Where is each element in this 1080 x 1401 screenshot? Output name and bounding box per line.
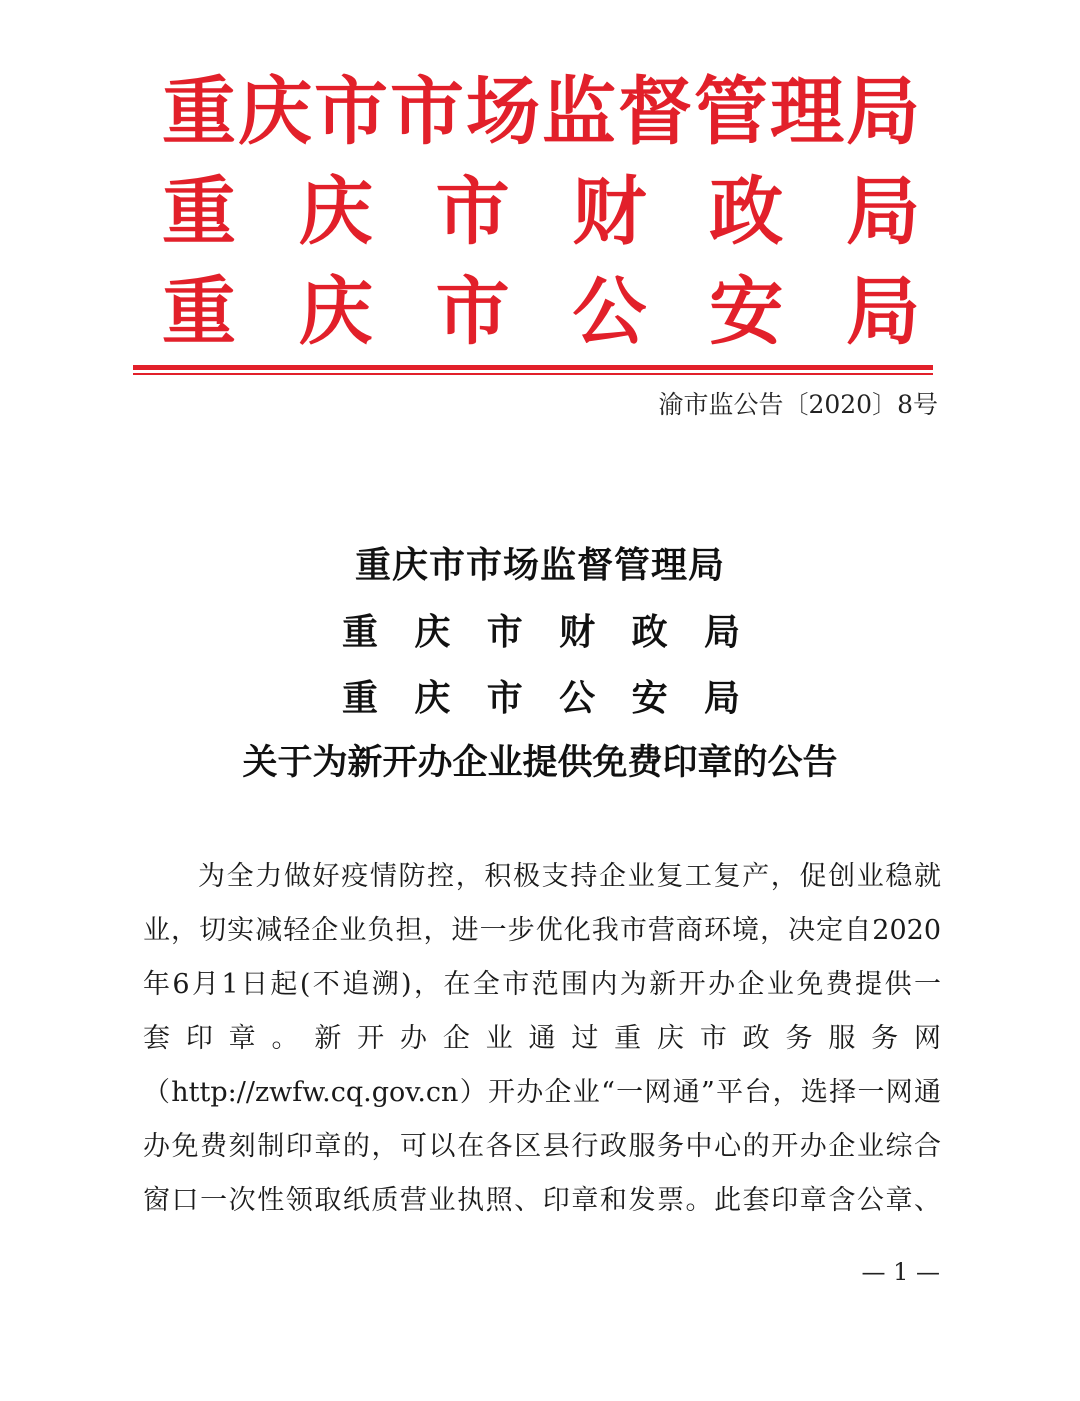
body-line: 业，切实减轻企业负担，进一步优化我市营商环境，决定自2020 (143, 915, 941, 946)
header-divider-thin (133, 373, 933, 375)
announcement-body (143, 850, 941, 1228)
issuer-name-public-security: 重 庆 市 公 安 局 (162, 269, 920, 355)
title-issuer-public-security: 重 庆 市 公 安 局 (342, 677, 740, 719)
body-line: 为全力做好疫情防控，积极支持企业复工复产，促创业稳就 (198, 861, 941, 892)
announcement-title: 关于为新开办企业提供免费印章的公告 (242, 742, 838, 783)
title-issuer-market-regulation: 重庆市市场监督管理局 (354, 544, 725, 586)
issuer-name-finance: 重 庆 市 财 政 局 (162, 169, 920, 255)
body-line: 办免费刻制印章的，可以在各区县行政服务中心的开办企业综合 (143, 1131, 941, 1162)
body-line: 窗口一次性领取纸质营业执照、印章和发票。此套印章含公章、 (143, 1185, 941, 1216)
page-number: — 1 — (861, 1258, 940, 1286)
document-number: 渝市监公告〔2020〕8号 (658, 390, 938, 419)
body-line: 年6月1日起(不追溯)，在全市范围内为新开办企业免费提供一 (143, 969, 941, 1000)
title-issuer-finance: 重 庆 市 财 政 局 (342, 611, 740, 653)
body-line: 套印章。新开办企业通过重庆市政务服务网 (143, 1023, 941, 1054)
header-divider-thick (133, 365, 933, 370)
body-line: （http://zwfw.cq.gov.cn）开办企业“一网通”平台，选择一网通 (143, 1077, 941, 1108)
issuer-name-market-regulation: 重 庆 市 市 场 监 督 管 理 局 (162, 69, 920, 155)
